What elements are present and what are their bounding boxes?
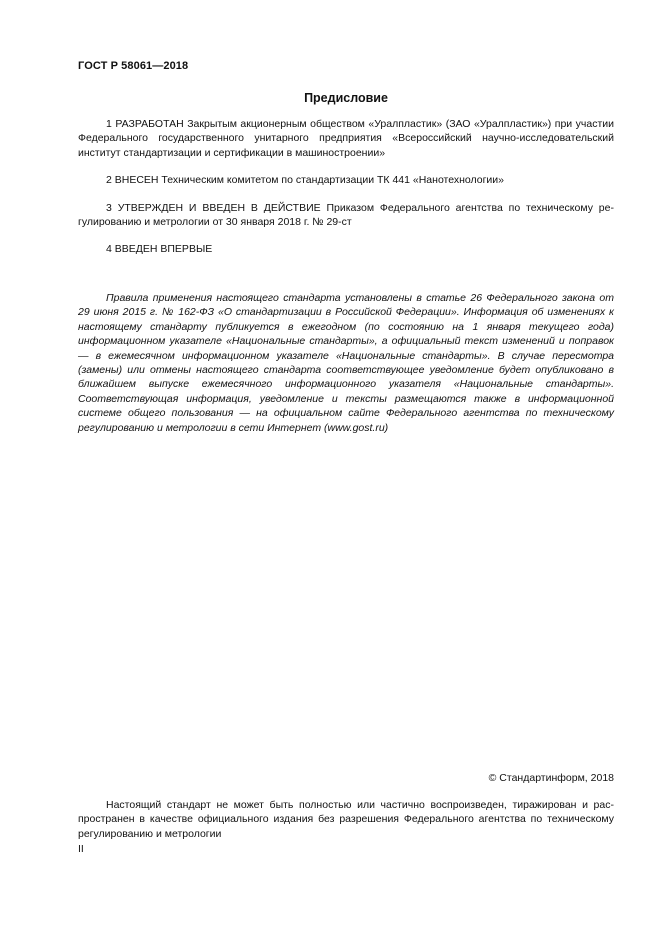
reproduction-notice: Настоящий стандарт не может быть полностью или частично воспроизведен, тиражирован и распространен в качестве официального издания без разрешения Федерального агентства по техническому регулированию и метрологии (78, 799, 614, 840)
page-title: Предисловие (304, 91, 388, 105)
paragraph-introduced-by: 2 ВНЕСЕН Техническим комитетом по стандартизации ТК 441 «Нанотехнологии» (106, 174, 505, 186)
copyright-line: © Стандартинформ, 2018 (488, 772, 614, 784)
page-number: II (78, 843, 84, 855)
paragraph-approved: 3 УТВЕРЖДЕН И ВВЕДЕН В ДЕЙСТВИЕ Приказом Федерального агентства по техническому регулированию и метрологии от 30 января 2018 г. № 29-ст (78, 202, 614, 229)
document-id: ГОСТ Р 58061—2018 (78, 60, 189, 72)
application-rules-note: Правила применения настоящего стандарта установлены в статье 26 Федерального закона от 29 июня 2015 г. № 162-ФЗ «О стандартизации в Российской Федерации». Информация об изменениях к настоящему стандарту публикуется в ежегодном (по состоянию на 1 января текущего года) информационном указателе «Национальные стандарты», а официальный текст изменений и поправок — в ежемесячном информационном указателе «Национальные стандарты». В случае пересмотра (замены) или отмены настоящего стандарта соответствующее уведомление будет опубликовано в ближайшем выпуске ежемесячного информационного указателя «Национальные стандарты». Соответствующая информация, уведомление и тексты размещаются также в информационной системе общего пользования — на официальном сайте Федерального агентства по техническому регулированию и метрологии в сети Интернет (www.gost.ru) (78, 292, 614, 434)
paragraph-developed-by: 1 РАЗРАБОТАН Закрытым акционерным обществом «Уралпластик» (ЗАО «Уралпластик») при участии Федерального государственного унитарного предприятия «Всероссийский научно-исследовательский институт стандартизации и сертификации в машиностроении» (78, 118, 614, 159)
paragraph-first-introduced: 4 ВВЕДЕН ВПЕРВЫЕ (106, 243, 213, 255)
